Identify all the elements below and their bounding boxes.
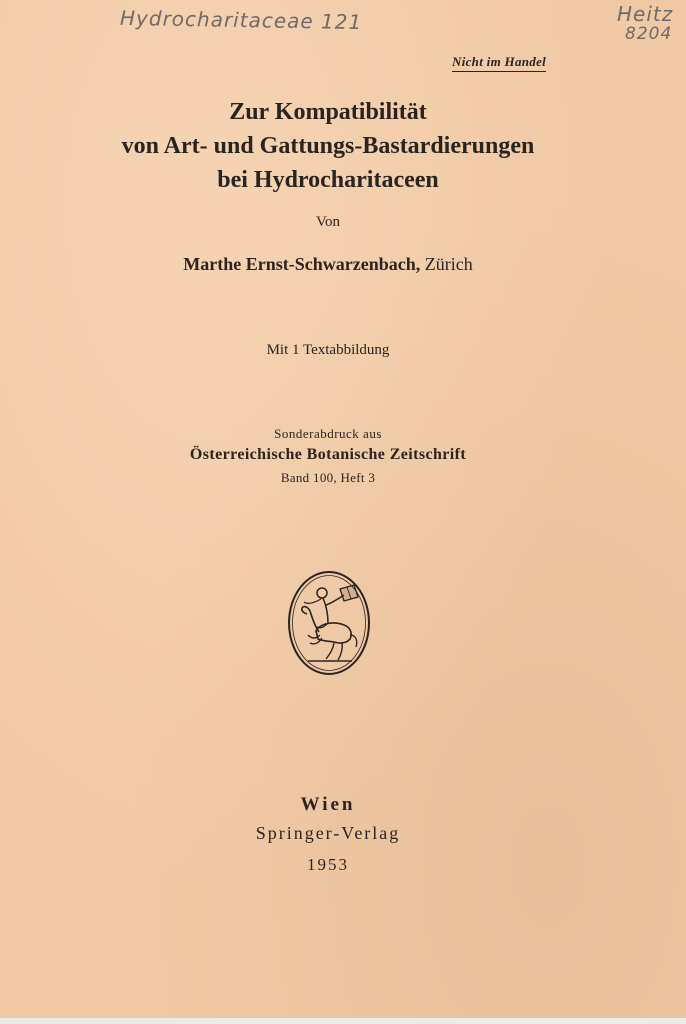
author-name: Marthe Ernst-Schwarzenbach,	[183, 254, 421, 274]
author-line	[0, 254, 656, 275]
publisher-emblem-horse-rider-icon	[286, 569, 372, 677]
handwritten-number: 8204	[625, 24, 673, 44]
imprint-publisher: Springer-Verlag	[255, 823, 401, 843]
not-for-sale-stamp: Nicht im Handel	[452, 54, 546, 72]
title-line-3: bei Hydrocharitaceen	[217, 167, 439, 193]
author-city: Zürich	[424, 254, 473, 274]
journal-volume: Band 100, Heft 3	[280, 470, 376, 485]
by-label: Von	[316, 214, 340, 230]
title-line-1: Zur Kompatibilität	[229, 99, 427, 125]
imprint-place: Wien	[300, 794, 356, 815]
imprint-year: 1953	[307, 855, 349, 874]
page-edge-strip	[0, 1018, 686, 1024]
handwritten-name: Heitz	[617, 2, 674, 26]
document-title	[0, 95, 656, 197]
title-line-2: von Art- und Gattungs-Bastardierungen	[121, 133, 535, 159]
offprint-label: Sonderabdruck aus	[274, 426, 382, 441]
figures-note: Mit 1 Textabbildung	[266, 342, 390, 358]
journal-name: Österreichische Botanische Zeitschrift	[189, 446, 467, 463]
handwritten-note: Hydrocharitaceae 121	[119, 5, 363, 35]
